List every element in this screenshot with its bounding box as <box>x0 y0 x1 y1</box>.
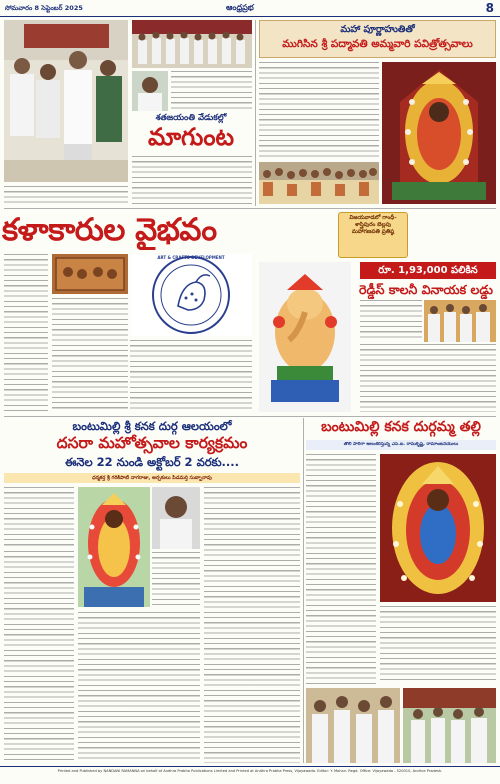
portrait-photo <box>132 71 168 111</box>
page-number: 8 <box>485 1 494 15</box>
kanaka-photo-right <box>403 688 496 763</box>
padmavati-headline-1: మహా పూర్ణాహుతితో <box>340 24 415 35</box>
ganesh-badge-text: విజయవాడలో గాంధీ-శాస్త్రిపురం బెల్లపు మహాగణపతి ప్రతిష్ఠ <box>349 215 397 235</box>
durga-headline-1: బంటుమిల్లి శ్రీ కనక దుర్గ ఆలయంలో <box>72 419 232 433</box>
durga-headline-2: దసరా మహోత్సవాల కార్యక్రమం <box>56 434 248 452</box>
artists-text-c <box>130 340 252 412</box>
kanaka-headline: బంటుమిల్లి కనక దుర్గమ్మ తల్లి <box>321 419 481 435</box>
durga-text-b <box>152 552 200 608</box>
kanaka-text-a <box>306 454 376 684</box>
laddu-amount: రూ. 1,93,000 పలికిన <box>378 265 478 276</box>
laddu-amount-box <box>360 262 496 279</box>
maganti-kicker: శతజయంతి వేడుకల్లో <box>155 113 227 123</box>
padmavati-headline-2: ముగిసిన శ్రీ పద్మావతి అమ్మవారి పవిత్రోత్సవాలు <box>282 38 473 50</box>
padmavati-text <box>259 62 379 160</box>
ganesh-idol-photo <box>259 262 351 412</box>
stage-photo <box>132 20 252 68</box>
emblem-text: ART & CRAFTS DEVELOPMENT <box>157 255 225 260</box>
maganti-headline: మాగుంట <box>147 123 235 151</box>
durga-strap-text: ధర్మకర్త శ్రీ గరికిపాటి నాగరాజు, అర్చకులు పిడమర్తి సుబ్బారావు <box>92 475 212 481</box>
goddess-photo <box>382 62 496 204</box>
kanaka-idol-photo <box>380 454 496 602</box>
masthead <box>0 0 500 17</box>
laddu-headline: రెడ్డీస్ కాలనీ వినాయక లడ్డు <box>359 282 493 297</box>
emblem-logo <box>130 254 252 336</box>
ceremony-photo <box>4 20 128 182</box>
artists-headline: కళాకారుల వైభవం <box>2 212 217 248</box>
footer-rule <box>0 766 500 767</box>
maganti-text-a <box>171 71 252 111</box>
issue-date: సోమవారం 8 సెప్టెంబర్ 2025 <box>5 4 83 12</box>
ganesh-badge <box>338 212 408 258</box>
footer-imprint: Printed and Published by NANDANI RAMANNA on behalf of Andhra Prabha Publications Limited and Printed at Andhra Prabha Press, Vijayawada. Editor: Y. Mohan. Regd. Office: Vijayawada - 520010, Andhra Pradesh. <box>57 769 443 773</box>
kanaka-text-b <box>380 606 496 684</box>
padmavati-header <box>259 20 496 58</box>
column-rule <box>255 20 256 206</box>
kanaka-strap-text: తొలి సారిగా అలంకరిస్తున్న ఎస్.ఐ. రామకృష్ణ, రామాంజనేయులు <box>343 442 459 447</box>
artists-text-a <box>4 254 48 412</box>
laddu-text-a <box>360 300 422 340</box>
section-rule-1 <box>4 208 496 209</box>
durga-text-c <box>4 551 74 763</box>
durga-text-e <box>204 487 300 763</box>
paper-name: ఆంధ్రప్రభ <box>226 3 254 12</box>
priest-portrait <box>152 487 200 549</box>
column-rule-2 <box>303 418 304 763</box>
durga-idol-photo <box>78 487 150 607</box>
maganti-text-c <box>4 186 128 204</box>
laddu-photo <box>424 300 496 342</box>
laddu-text-b <box>360 344 496 412</box>
section-rule-2 <box>4 416 496 417</box>
kanaka-photo-left <box>306 688 400 763</box>
carving-photo <box>52 254 128 294</box>
kanaka-strap <box>306 440 496 450</box>
maganti-text-b <box>132 156 252 204</box>
durga-headline-3: ఈనెల 22 నుండి అక్టోబర్ 2 వరకు.... <box>64 455 240 469</box>
crowd-photo <box>259 162 379 204</box>
artists-text-b <box>52 298 128 412</box>
durga-strap <box>4 473 300 483</box>
durga-text-a <box>4 487 74 547</box>
durga-text-d <box>78 612 200 763</box>
